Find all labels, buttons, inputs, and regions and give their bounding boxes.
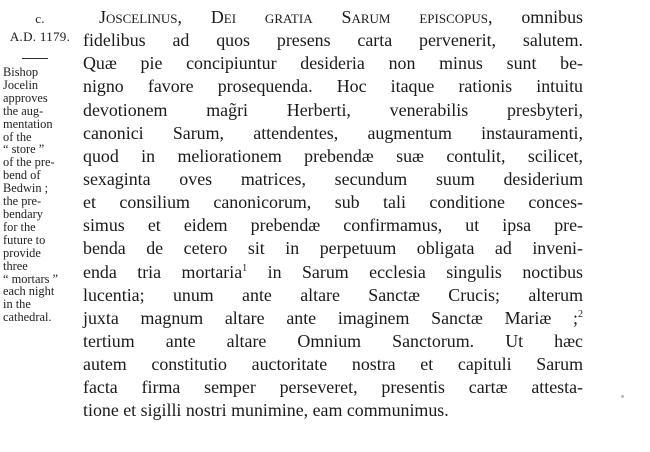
text-line: devotionem mag̃ri Herberti, venerabilis presbyteri,: [83, 99, 583, 120]
footnote-ref-2[interactable]: 2: [578, 308, 583, 320]
text-line: facta firma semper perseveret, presentis cartæ attesta-: [83, 377, 583, 398]
text-line: et consilium canonicorum, sub tali conditione conces-: [83, 192, 583, 213]
marginal-note-line: future to: [3, 232, 46, 247]
text-line: tertium ante altare Omnium Sanctorum. Ut hæc: [83, 330, 583, 351]
marginal-date: [0, 11, 80, 45]
marginal-note-line: provide: [3, 245, 41, 260]
marginal-note-line: for the: [3, 219, 36, 234]
marginal-note-line: “ mortars ”: [3, 271, 59, 286]
marginal-note-line: bendary: [3, 206, 43, 221]
marginal-note-line: bend of: [3, 168, 41, 183]
marginal-note-line: Bishop: [3, 65, 39, 79]
marginal-note: [3, 66, 83, 324]
text-line: quod in meliorationem prebendæ suæ contulit, scilicet,: [83, 145, 583, 166]
print-speck: [621, 395, 624, 398]
text-line: fidelibus ad quos presens carta pervenerit, salutem.: [83, 30, 583, 51]
text-fragment: in Sarum ecclesia singulis noctibus: [247, 261, 583, 282]
marginal-note-line: of the: [3, 129, 32, 144]
marginal-date-year: A.D. 1179.: [9, 29, 71, 44]
text-line: [83, 261, 583, 284]
text-line: simus et eidem prebendæ confirmamus, ut ipsa pre-: [83, 215, 583, 236]
marginal-note-line: each night: [3, 284, 55, 299]
text-line: autem constitutio auctoritate nostra et capituli Sarum: [83, 354, 583, 375]
marginal-note-line: mentation: [3, 116, 53, 131]
marginal-note-line: of the pre-: [3, 155, 55, 170]
text-line: [83, 6, 583, 29]
text-line: benda de cetero sit in perpetuum obligata ad inveni-: [83, 238, 583, 259]
text-line: lucentia; unum ante altare Sanctæ Crucis; alterum: [83, 284, 583, 305]
marginal-note-line: the pre-: [3, 194, 42, 209]
text-fragment: juxta magnum altare ante imaginem Sanctæ Mariæ ;: [83, 307, 578, 328]
text-fragment: omnibus: [492, 7, 583, 27]
text-line: tione et sigilli nostri munimine, eam communimus.: [83, 400, 449, 421]
text-line: canonici Sarum, attendentes, augmentum instauramenti,: [83, 122, 583, 143]
text-line: sexaginta oves matrices, secundum suum desiderium: [83, 168, 583, 189]
marginal-date-circa: c.: [35, 11, 45, 26]
charter-text: [83, 6, 583, 423]
marginal-note-line: “ store ”: [3, 142, 45, 157]
marginal-note-line: Jocelin: [3, 77, 39, 92]
text-fragment: enda tria mortaria: [83, 261, 243, 282]
footnote-ref-1[interactable]: 1: [242, 262, 248, 274]
marginal-note-line: cathedral.: [3, 310, 52, 325]
text-line: [83, 307, 583, 330]
marginal-note-line: approves: [3, 90, 48, 105]
marginal-note-line: the aug-: [3, 103, 44, 118]
charter-opening-words: Joscelinus, Dei gratia Sarum episcopus,: [99, 7, 493, 27]
marginal-note-line: Bedwin ;: [3, 181, 49, 196]
marginal-date-rule: [22, 58, 48, 59]
text-line: Quæ pie concipiuntur desideria non minus sunt be-: [83, 53, 583, 74]
text-line: nigno favore prosequenda. Hoc itaque rationis intuitu: [83, 76, 583, 97]
marginal-note-line: three: [3, 258, 28, 273]
marginal-note-line: in the: [3, 297, 31, 312]
